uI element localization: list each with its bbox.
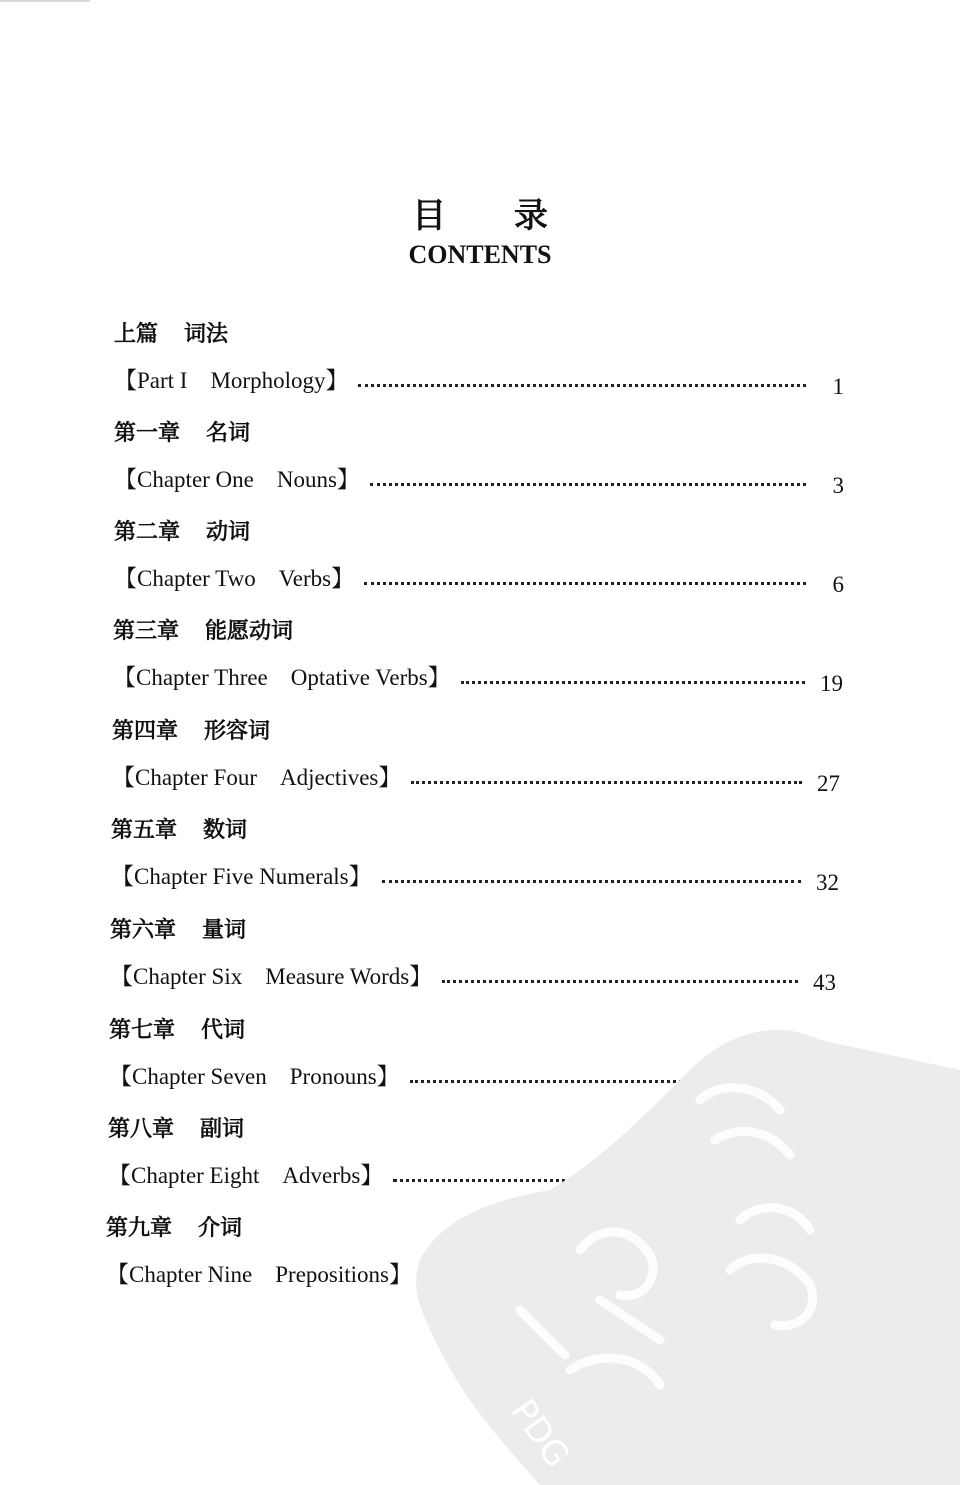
toc-entry-chinese-number: 第三章: [113, 619, 180, 644]
toc-entry-chinese-number: 第六章: [110, 918, 177, 943]
toc-entry-chinese-title: 动词: [206, 520, 251, 545]
toc-leader-dots: [442, 980, 798, 983]
toc-entry-english-row: [113, 657, 843, 696]
toc-entry-chapter-six[interactable]: [110, 916, 836, 995]
watermark-seal-shape: [416, 1030, 960, 1485]
watermark-text: PDG: [502, 1392, 578, 1475]
toc-entry-chinese-heading: [110, 916, 836, 946]
toc-entry-page-number: 3: [832, 473, 844, 498]
top-edge-rule: [0, 0, 90, 2]
toc-entry-english-row: [114, 459, 844, 498]
toc-entry-page-number: 1: [832, 374, 844, 399]
page-title-english: CONTENTS: [408, 240, 552, 269]
toc-entry-page-number: 32: [816, 870, 839, 895]
toc-entry-chinese-number: 第九章: [106, 1216, 173, 1241]
toc-entry-chinese-title: 形容词: [204, 719, 271, 744]
toc-entry-english-row: [112, 757, 840, 796]
toc-entry-chinese-heading: [114, 320, 844, 350]
toc-entry-chinese-heading: [114, 419, 844, 449]
toc-entry-chinese-number: 第八章: [108, 1117, 175, 1142]
toc-entry-chinese-number: 第五章: [111, 818, 178, 843]
toc-entry-english-row: [114, 558, 844, 597]
toc-entry-page-number: 43: [813, 970, 836, 995]
toc-entry-english-title: 【Chapter Seven Pronouns】: [109, 1064, 400, 1089]
toc-leader-dots: [461, 681, 805, 684]
toc-entry-chinese-title: 副词: [200, 1117, 245, 1142]
toc-entry-chinese-heading: [111, 816, 839, 846]
toc-entry-chinese-title: 数词: [203, 818, 248, 843]
toc-entry-english-row: [111, 856, 839, 895]
toc-entry-english-title: 【Chapter Three Optative Verbs】: [113, 665, 451, 690]
page-title-chinese: 目 录: [412, 196, 576, 236]
toc-entry-chinese-title: 量词: [202, 918, 247, 943]
toc-entry-chinese-title: 能愿动词: [205, 619, 294, 644]
toc-entry-english-title: 【Chapter Six Measure Words】: [110, 964, 433, 989]
toc-entry-chinese-title: 介词: [198, 1216, 243, 1241]
toc-entry-page-number: 19: [820, 671, 843, 696]
toc-entry-english-row: [110, 956, 836, 995]
toc-entry-page-number: 27: [817, 771, 840, 796]
toc-entry-chinese-number: 上篇: [114, 322, 159, 347]
toc-leader-dots: [364, 582, 806, 585]
toc-entry-english-title: 【Chapter Nine Prepositions】: [106, 1262, 412, 1287]
toc-entry-chapter-three[interactable]: [113, 617, 843, 696]
toc-entry-chinese-number: 第二章: [114, 520, 181, 545]
toc-entry-chinese-title: 词法: [184, 322, 229, 347]
toc-entry-chinese-heading: [114, 518, 844, 548]
toc-entry-chapter-two[interactable]: [114, 518, 844, 597]
toc-entry-chinese-heading: [112, 717, 840, 747]
toc-entry-english-title: 【Chapter One Nouns】: [114, 467, 360, 492]
pdg-watermark-seal: [400, 1010, 960, 1485]
toc-entry-english-title: 【Chapter Two Verbs】: [114, 566, 355, 591]
toc-entry-english-title: 【Chapter Eight Adverbs】: [108, 1163, 384, 1188]
toc-leader-dots: [370, 483, 806, 486]
toc-entry-chinese-number: 第四章: [112, 719, 179, 744]
toc-entry-english-title: 【Chapter Four Adjectives】: [112, 765, 402, 790]
toc-entry-chinese-title: 代词: [201, 1018, 246, 1043]
toc-entry-chinese-number: 第七章: [109, 1018, 176, 1043]
toc-entry-english-title: 【Chapter Five Numerals】: [111, 864, 372, 889]
toc-entry-english-title: 【Part I Morphology】: [114, 368, 349, 393]
toc-entry-chapter-four[interactable]: [112, 717, 840, 796]
toc-leader-dots: [411, 781, 802, 784]
toc-entry-english-row: [114, 360, 844, 399]
toc-entry-chapter-five[interactable]: [111, 816, 839, 895]
toc-entry-page-number: 6: [832, 572, 844, 597]
toc-entry-chapter-one[interactable]: [114, 419, 844, 498]
toc-leader-dots: [382, 880, 801, 883]
toc-entry-chinese-title: 名词: [206, 421, 251, 446]
toc-entry-chinese-heading: [113, 617, 843, 647]
toc-leader-dots: [358, 384, 806, 387]
toc-entry-chinese-number: 第一章: [114, 421, 181, 446]
toc-entry-part-one[interactable]: [114, 320, 844, 399]
